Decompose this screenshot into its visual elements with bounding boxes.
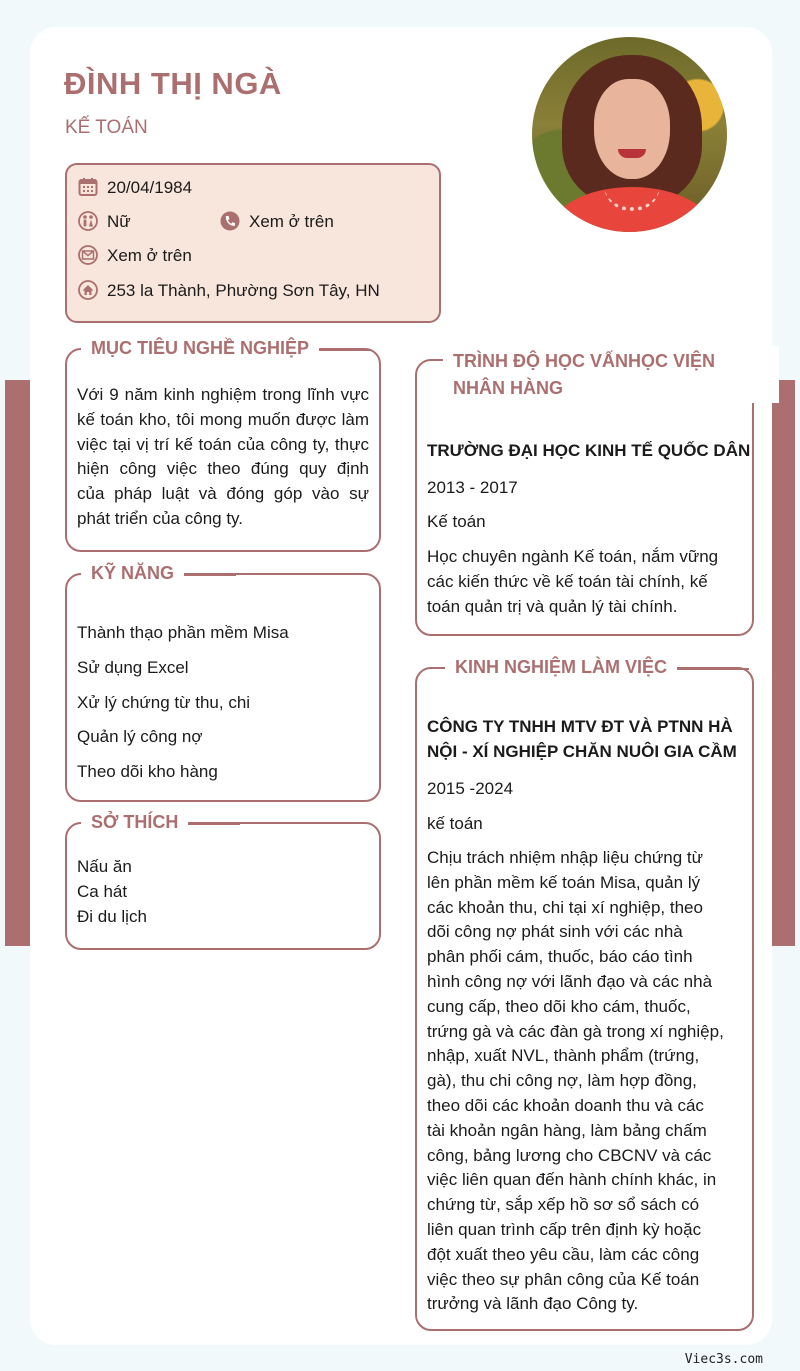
experience-description-line: hình công nợ với lãnh đạo và các nhà [427,971,713,991]
experience-description-line: Chịu trách nhiệm nhập liệu chứng từ [427,848,704,867]
skill-item: Sử dụng Excel [77,658,189,677]
calendar-icon [78,177,98,197]
experience-description-line: dõi công nợ phát sinh với các nhà [427,922,683,942]
email-icon [78,245,98,265]
experience-description-line: trưởng và lãnh đạo Công ty. [427,1294,639,1314]
education-period: 2013 - 2017 [427,478,518,497]
experience-position: kế toán [427,814,483,833]
education-title: TRÌNH ĐỘ HỌC VẤNHỌC VIỆN NHÂN HÀNG [443,346,779,403]
experience-description-line: liên quan trình cấp trên định kỳ hoặc [427,1219,702,1239]
candidate-name: ĐÌNH THỊ NGÀ [64,66,282,101]
right-accent-band [771,380,795,946]
experience-description-line: nhập, xuất NVL, thành phẩm (trứng, [427,1046,700,1066]
experience-description-line: cung cấp, theo dõi kho cám, thuốc, [427,996,691,1016]
education-major: Kế toán [427,512,486,531]
skill-item: Theo dõi kho hàng [77,762,218,781]
hobby-item: Ca hát [77,882,128,901]
school-name: TRƯỜNG ĐẠI HỌC KINH TẾ QUỐC DÂN [427,441,751,460]
experience-description-line: công, bảng lương cho CBCNV và các [427,1145,712,1165]
left-accent-band [5,380,31,946]
phone-value: Xem ở trên [249,212,334,231]
skill-item: Thành thạo phần mềm Misa [77,623,289,642]
experience-title: KINH NGHIỆM LÀM VIỆC [445,657,677,678]
hobby-item: Nấu ăn [77,857,132,876]
home-icon [78,280,98,300]
gender-icon [78,211,98,231]
profile-photo [532,37,727,232]
skill-item: Xử lý chứng từ thu, chi [77,693,251,712]
experience-description-line: lên phần mềm kế toán Misa, quản lý [427,872,701,892]
hobbies-title: SỞ THÍCH [81,812,188,833]
experience-description-line: các khoản thu, chi tại xí nghiệp, theo [427,897,703,917]
experience-description-line: việc liên quan đến hành chính khác, in [427,1170,717,1190]
experience-description-line: tài khoản ngân hàng, làm bảng chấm [427,1120,707,1140]
objective-title: MỤC TIÊU NGHỀ NGHIỆP [81,338,319,359]
experience-description-line: việc theo sự phân công của Kế toán [427,1269,700,1289]
experience-period: 2015 -2024 [427,779,514,798]
skill-item: Quản lý công nợ [77,727,203,746]
job-title: KẾ TOÁN [65,117,148,138]
objective-text: Với 9 năm kinh nghiệm trong lĩnh vực kế toán kho, tôi mong muốn được làm việc tại vị trí kế toán của công ty, thực hiện công việc theo đúng quy định của pháp luật và đóng góp vào sự phát triển của công ty. [77,385,369,528]
address-value: 253 la Thành, Phường Sơn Tây, HN [107,281,380,300]
gender-value: Nữ [107,212,131,231]
experience-description-line: chứng từ, sắp xếp hồ sơ sổ sách có [427,1195,700,1215]
birthday-value: 20/04/1984 [107,178,193,197]
email-value: Xem ở trên [107,246,192,265]
experience-description-line: phân phối cám, thuốc, báo cáo tình [427,947,693,967]
experience-description [427,846,724,1317]
phone-icon [220,211,240,231]
company-name: CÔNG TY TNHH MTV ĐT VÀ PTNN HÀ NỘI - XÍ NGHIỆP CHĂN NUÔI GIA CẦM [427,717,737,761]
site-watermark: Viec3s.com [684,1352,763,1367]
experience-description-line: gà), thu chi công nợ, làm hợp đồng, [427,1071,697,1091]
experience-description-line: theo dõi các khoản doanh thu và các [427,1095,704,1115]
experience-description-line: trứng gà và các đàn gà trong xí nghiệp, [427,1021,724,1041]
education-description: Học chuyên ngành Kế toán, nắm vững các kiến thức về kế toán tài chính, kế toán quản trị và quản lý tài chính. [427,547,719,616]
hobby-item: Đi du lịch [77,907,147,926]
skills-title: KỸ NĂNG [81,563,184,584]
experience-description-line: đột xuất theo yêu cầu, làm các công [427,1244,700,1264]
